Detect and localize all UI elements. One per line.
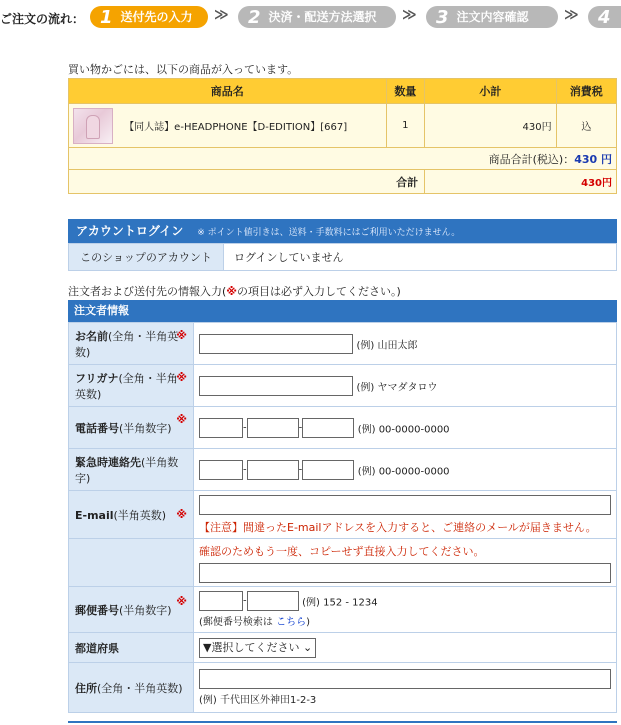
email-confirm-note: 確認のためもう一度、コピーせず直接入力してください。 bbox=[199, 544, 485, 558]
product-subtotal: 430円 bbox=[425, 104, 556, 148]
account-row-value: ログインしていません bbox=[224, 244, 617, 271]
prefecture-select[interactable]: ▼選択してください ⌄ bbox=[199, 638, 316, 658]
emergency-input-2[interactable] bbox=[247, 460, 299, 480]
phone-input-2[interactable] bbox=[247, 418, 299, 438]
emergency-input-1[interactable] bbox=[199, 460, 243, 480]
form-row-email: E-mail(半角英数) ※ 【注意】間違ったE-mailアドレスを入力すると、ご連絡のメールが届きません。 bbox=[69, 491, 617, 539]
col-subtotal: 小計 bbox=[425, 79, 556, 104]
form-row-email-confirm bbox=[69, 539, 617, 587]
zip-search-link[interactable]: こちら bbox=[276, 617, 307, 628]
step-2: 2 決済・配送方法選択 bbox=[238, 6, 396, 28]
form-row-address: 住所(全角・半角英数) (例) 千代田区外神田1-2-3 bbox=[69, 663, 617, 713]
phone-example: (例) 00-0000-0000 bbox=[357, 424, 450, 435]
required-mark: ※ bbox=[176, 508, 187, 521]
name-input[interactable] bbox=[199, 334, 353, 354]
step-3-label: 注文内容確認 bbox=[456, 10, 529, 24]
cart-table bbox=[68, 78, 617, 194]
form-row-pref: 都道府県 ▼選択してください ⌄ bbox=[69, 633, 617, 663]
col-qty: 数量 bbox=[386, 79, 425, 104]
form-intro: 注文者および送付先の情報入力(※の項目は必ず入力してください。) bbox=[68, 285, 401, 298]
step-3: 3 注文内容確認 bbox=[426, 6, 558, 28]
emergency-input-3[interactable] bbox=[302, 460, 354, 480]
account-login-panel bbox=[68, 219, 617, 271]
required-mark: ※ bbox=[176, 413, 187, 426]
email-warning: 【注意】間違ったE-mailアドレスを入力すると、ご連絡のメールが届きません。 bbox=[199, 520, 597, 534]
email-input[interactable] bbox=[199, 495, 611, 515]
chevron-down-icon: ⌄ bbox=[302, 640, 313, 654]
step-4: 4 bbox=[588, 6, 621, 28]
zip-example: (例) 152 - 1234 bbox=[302, 597, 378, 609]
product-thumbnail[interactable] bbox=[73, 108, 113, 144]
form-title: 注文者情報 bbox=[68, 300, 617, 322]
account-login-header bbox=[68, 219, 617, 243]
goods-total-row bbox=[69, 148, 617, 170]
required-mark: ※ bbox=[176, 329, 187, 342]
orderer-info-form bbox=[68, 300, 617, 713]
goods-total-value: 430 円 bbox=[574, 152, 612, 166]
address-example: (例) 千代田区外神田1-2-3 bbox=[199, 695, 317, 706]
kana-example: (例) ヤマダタロウ bbox=[356, 382, 438, 393]
step-2-label: 決済・配送方法選択 bbox=[268, 10, 377, 24]
account-login-title: アカウントログイン bbox=[76, 224, 184, 238]
form-row-zip: 郵便番号(半角数字) ※ - (例) 152 - 1234 (郵便番号検索は こちら) bbox=[69, 587, 617, 633]
required-mark: ※ bbox=[176, 595, 187, 608]
zip-input-2[interactable] bbox=[247, 591, 299, 611]
product-tax: 込 bbox=[556, 104, 616, 148]
required-mark: ※ bbox=[176, 371, 187, 384]
total-value: 430円 bbox=[425, 170, 617, 194]
phone-input-3[interactable] bbox=[302, 418, 354, 438]
email-confirm-input[interactable] bbox=[199, 563, 611, 583]
phone-input-1[interactable] bbox=[199, 418, 243, 438]
product-qty: 1 bbox=[386, 104, 425, 148]
goods-total-label: 商品合計(税込)： bbox=[488, 152, 575, 166]
form-row-name: お名前(全角・半角英数) ※ (例) 山田太郎 bbox=[69, 323, 617, 365]
name-example: (例) 山田太郎 bbox=[356, 340, 418, 351]
address-input[interactable] bbox=[199, 669, 611, 689]
account-row-label: このショップのアカウント bbox=[69, 244, 224, 271]
step-separator: ≫ bbox=[402, 7, 417, 23]
total-label: 合計 bbox=[69, 170, 425, 194]
form-row-phone: 電話番号(半角数字) ※ - - (例) 00-0000-0000 bbox=[69, 407, 617, 449]
section-divider bbox=[68, 721, 617, 723]
step-separator: ≫ bbox=[564, 7, 579, 23]
kana-input[interactable] bbox=[199, 376, 353, 396]
account-login-note: ※ ポイント値引きは、送料・手数料にはご利用いただけません。 bbox=[197, 228, 461, 238]
form-row-emergency: 緊急時連絡先(半角数字) - - (例) 00-0000-0000 bbox=[69, 449, 617, 491]
zip-input-1[interactable] bbox=[199, 591, 243, 611]
step-1-label: 送付先の入力 bbox=[120, 10, 193, 24]
table-row bbox=[69, 104, 617, 148]
col-tax: 消費税 bbox=[556, 79, 616, 104]
col-product: 商品名 bbox=[69, 79, 387, 104]
cart-intro: 買い物かごには、以下の商品が入っています。 bbox=[68, 63, 299, 76]
order-steps bbox=[0, 4, 621, 30]
emergency-example: (例) 00-0000-0000 bbox=[357, 466, 450, 477]
step-1: 1 送付先の入力 bbox=[90, 6, 208, 28]
steps-label: ご注文の流れ： bbox=[0, 12, 85, 26]
product-name: 【同人誌】e-HEADPHONE【D-EDITION】[667] bbox=[124, 122, 348, 133]
form-row-kana: フリガナ(全角・半角英数) ※ (例) ヤマダタロウ bbox=[69, 365, 617, 407]
step-separator: ≫ bbox=[214, 7, 229, 23]
